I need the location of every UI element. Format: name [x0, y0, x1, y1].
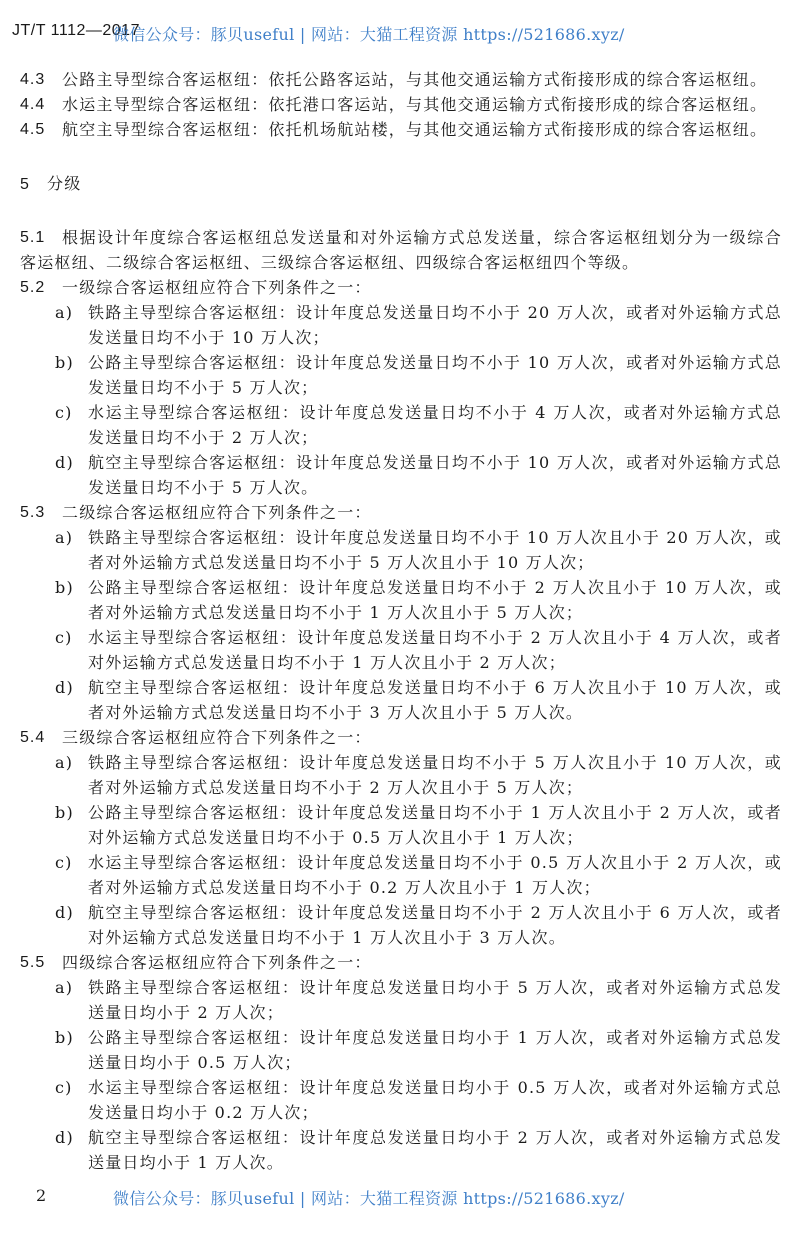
header-watermark: 微信公众号：豚贝useful | 网站：大猫工程资源 https://521686.xyz/ — [113, 25, 625, 44]
item-text: 航空主导型综合客运枢纽：设计年度总发送量日均小于 2 万人次，或者对外运输方式总发送量日均小于 1 万人次。 — [88, 1128, 782, 1172]
item-text: 铁路主导型综合客运枢纽：设计年度总发送量日均不小于 10 万人次且小于 20 万人次，或者对外运输方式总发送量日均不小于 5 万人次且小于 10 万人次； — [88, 528, 782, 572]
list-item — [20, 575, 782, 625]
item-label: a) — [55, 978, 74, 997]
item-label: b) — [55, 803, 74, 822]
section-title: 分级 — [47, 174, 82, 193]
item-label: c) — [55, 1078, 73, 1097]
item-text: 公路主导型综合客运枢纽：设计年度总发送量日均不小于 1 万人次且小于 2 万人次，或者对外运输方式总发送量日均不小于 0.5 万人次且小于 1 万人次； — [88, 803, 782, 847]
item-label: b) — [55, 1028, 74, 1047]
clause — [20, 67, 782, 92]
item-text: 航空主导型综合客运枢纽：设计年度总发送量日均不小于 10 万人次，或者对外运输方式总发送量日均不小于 5 万人次。 — [88, 453, 782, 497]
item-label: d) — [55, 903, 74, 922]
page-number: 2 — [36, 1186, 47, 1205]
item-label: d) — [55, 1128, 74, 1147]
item-label: c) — [55, 628, 73, 647]
clause-text: 四级综合客运枢纽应符合下列条件之一： — [62, 953, 372, 972]
list-item — [20, 300, 782, 350]
item-text: 水运主导型综合客运枢纽：设计年度总发送量日均不小于 4 万人次，或者对外运输方式总发送量日均不小于 2 万人次； — [88, 403, 782, 447]
clause-grade — [20, 275, 782, 300]
list-item — [20, 400, 782, 450]
clause-5-1 — [20, 225, 782, 275]
list-item — [20, 450, 782, 500]
top-clauses — [20, 67, 782, 142]
clause-grade — [20, 950, 782, 975]
item-label: a) — [55, 303, 74, 322]
clause-text: 水运主导型综合客运枢纽：依托港口客运站，与其他交通运输方式衔接形成的综合客运枢纽。 — [62, 95, 768, 114]
item-label: c) — [55, 853, 73, 872]
clause-text: 三级综合客运枢纽应符合下列条件之一： — [62, 728, 372, 747]
clause-number: 5.5 — [20, 954, 46, 971]
item-text: 航空主导型综合客运枢纽：设计年度总发送量日均不小于 6 万人次且小于 10 万人次，或者对外运输方式总发送量日均不小于 3 万人次且小于 5 万人次。 — [88, 678, 782, 722]
list-item — [20, 1125, 782, 1175]
item-label: a) — [55, 528, 74, 547]
item-text: 水运主导型综合客运枢纽：设计年度总发送量日均不小于 2 万人次且小于 4 万人次，或者对外运输方式总发送量日均不小于 1 万人次且小于 2 万人次； — [88, 628, 782, 672]
section-number: 5 — [20, 176, 31, 193]
list-item — [20, 900, 782, 950]
list-item — [20, 800, 782, 850]
item-text: 公路主导型综合客运枢纽：设计年度总发送量日均小于 1 万人次，或者对外运输方式总发送量日均小于 0.5 万人次； — [88, 1028, 782, 1072]
item-text: 水运主导型综合客运枢纽：设计年度总发送量日均小于 0.5 万人次，或者对外运输方式总发送量日均小于 0.2 万人次； — [88, 1078, 782, 1122]
standard-code: JT/T 1112—2017 — [12, 22, 140, 39]
item-label: b) — [55, 353, 74, 372]
item-label: a) — [55, 753, 74, 772]
clause-number: 4.5 — [20, 121, 46, 138]
clause-grade — [20, 500, 782, 525]
list-item — [20, 850, 782, 900]
clause-grade — [20, 725, 782, 750]
list-item — [20, 750, 782, 800]
clause-number: 4.3 — [20, 71, 46, 88]
clause-text: 根据设计年度综合客运枢纽总发送量和对外运输方式总发送量，综合客运枢纽划分为一级综合客运枢纽、二级综合客运枢纽、三级综合客运枢纽、四级综合客运枢纽四个等级。 — [20, 228, 782, 272]
clause-number: 4.4 — [20, 96, 46, 113]
clause-number: 5.4 — [20, 729, 46, 746]
item-label: c) — [55, 403, 73, 422]
grade-clauses — [20, 275, 782, 1175]
item-text: 铁路主导型综合客运枢纽：设计年度总发送量日均不小于 20 万人次，或者对外运输方式总发送量日均不小于 10 万人次； — [88, 303, 782, 347]
item-label: d) — [55, 453, 74, 472]
clause-text: 二级综合客运枢纽应符合下列条件之一： — [62, 503, 372, 522]
list-item — [20, 350, 782, 400]
section-heading — [20, 171, 782, 196]
list-item — [20, 1075, 782, 1125]
item-text: 公路主导型综合客运枢纽：设计年度总发送量日均不小于 2 万人次且小于 10 万人次，或者对外运输方式总发送量日均不小于 1 万人次且小于 5 万人次； — [88, 578, 782, 622]
footer-watermark: 微信公众号：豚贝useful | 网站：大猫工程资源 https://521686.xyz/ — [113, 1189, 625, 1208]
list-item — [20, 525, 782, 575]
item-label: d) — [55, 678, 74, 697]
clause-text: 一级综合客运枢纽应符合下列条件之一： — [62, 278, 372, 297]
list-item — [20, 625, 782, 675]
item-label: b) — [55, 578, 74, 597]
item-text: 公路主导型综合客运枢纽：设计年度总发送量日均不小于 10 万人次，或者对外运输方式总发送量日均不小于 5 万人次； — [88, 353, 782, 397]
clause — [20, 117, 782, 142]
clause-number: 5.1 — [20, 229, 46, 246]
clause-text: 航空主导型综合客运枢纽：依托机场航站楼，与其他交通运输方式衔接形成的综合客运枢纽。 — [62, 120, 768, 139]
list-item — [20, 675, 782, 725]
item-text: 航空主导型综合客运枢纽：设计年度总发送量日均不小于 2 万人次且小于 6 万人次，或者对外运输方式总发送量日均不小于 1 万人次且小于 3 万人次。 — [88, 903, 782, 947]
clause-text: 公路主导型综合客运枢纽：依托公路客运站，与其他交通运输方式衔接形成的综合客运枢纽。 — [62, 70, 768, 89]
document-body — [20, 67, 782, 1175]
item-text: 水运主导型综合客运枢纽：设计年度总发送量日均不小于 0.5 万人次且小于 2 万人次，或者对外运输方式总发送量日均不小于 0.2 万人次且小于 1 万人次； — [88, 853, 782, 897]
item-text: 铁路主导型综合客运枢纽：设计年度总发送量日均小于 5 万人次，或者对外运输方式总发送量日均小于 2 万人次； — [88, 978, 782, 1022]
clause-number: 5.3 — [20, 504, 46, 521]
item-text: 铁路主导型综合客运枢纽：设计年度总发送量日均不小于 5 万人次且小于 10 万人次，或者对外运输方式总发送量日均不小于 2 万人次且小于 5 万人次； — [88, 753, 782, 797]
list-item — [20, 1025, 782, 1075]
clause — [20, 92, 782, 117]
clause-number: 5.2 — [20, 279, 46, 296]
list-item — [20, 975, 782, 1025]
